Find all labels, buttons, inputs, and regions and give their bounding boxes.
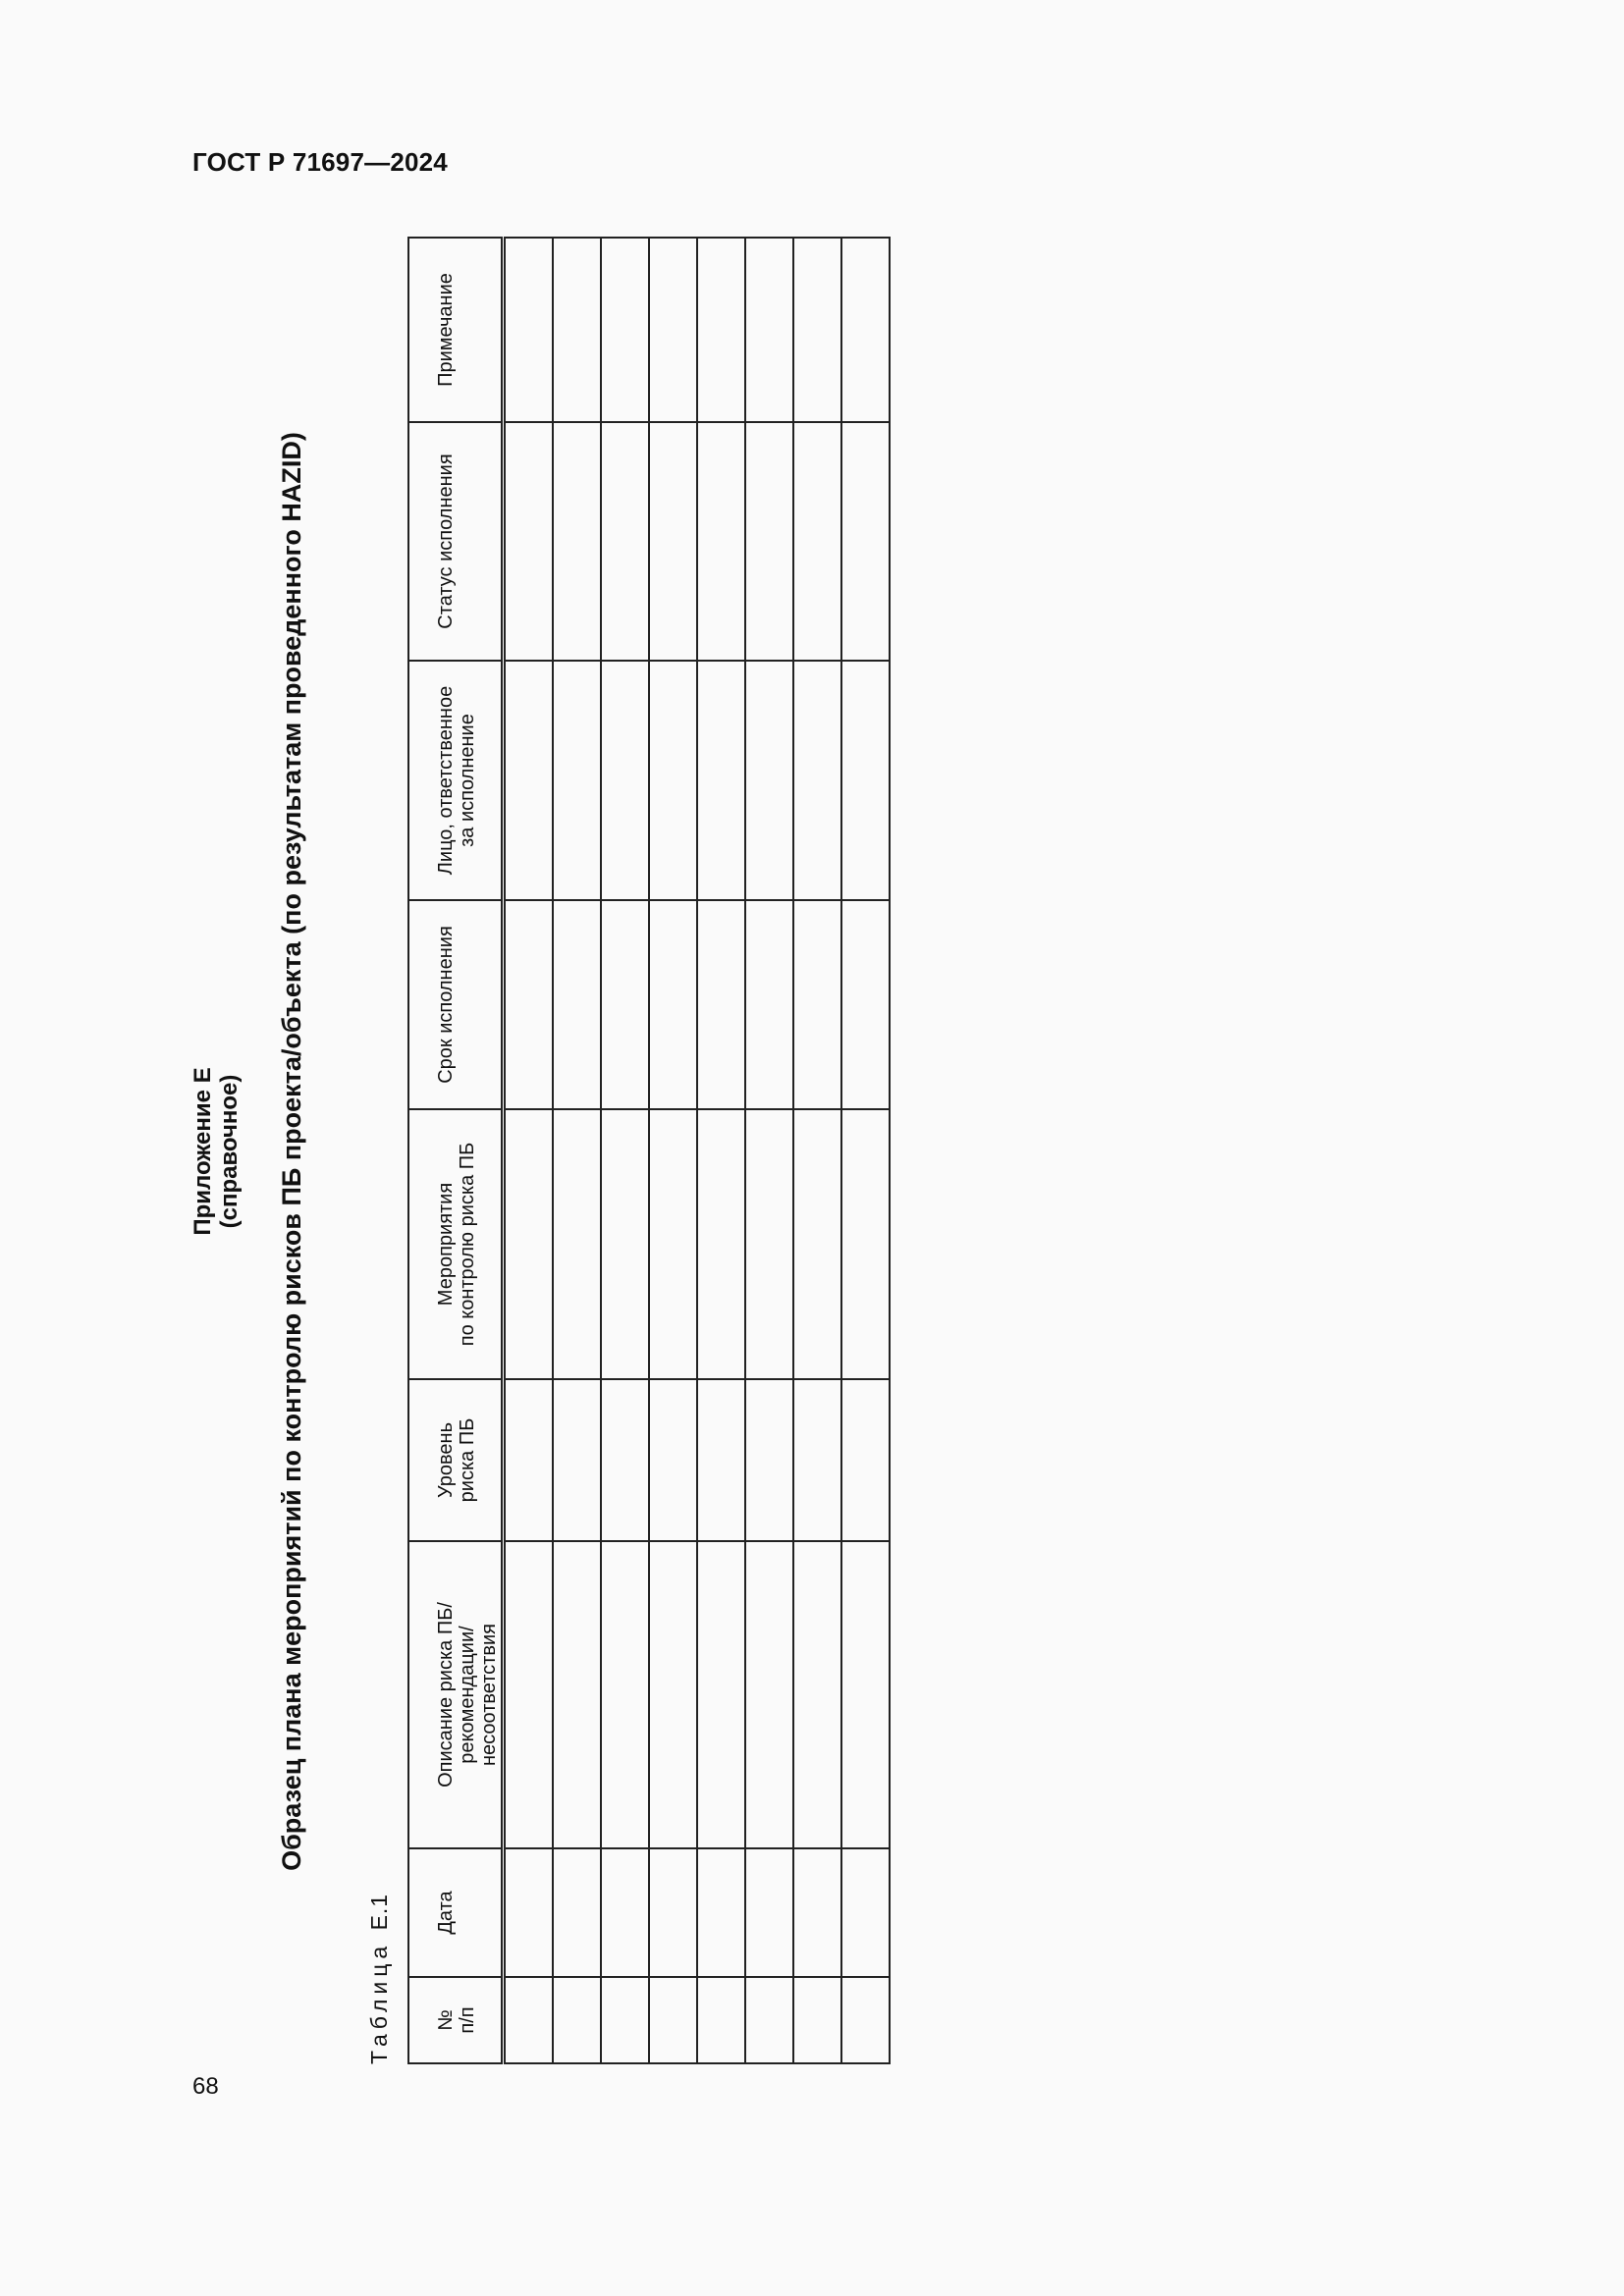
table-cell	[553, 1109, 601, 1379]
table-cell	[841, 1109, 890, 1379]
table-cell	[503, 1379, 553, 1541]
table-cell	[503, 238, 553, 422]
table-cell	[793, 661, 841, 900]
column-header: Дата	[408, 1848, 503, 1977]
risk-control-plan-table	[407, 237, 891, 2064]
table-cell	[649, 1109, 697, 1379]
table-caption-number: Е.1	[366, 1893, 392, 1931]
table-cell	[793, 1379, 841, 1541]
table-caption-label: Таблица	[366, 1941, 392, 2064]
table-cell	[601, 1977, 649, 2063]
table-cell	[793, 422, 841, 661]
table-cell	[841, 1541, 890, 1848]
table-cell	[553, 900, 601, 1109]
table-cell	[793, 900, 841, 1109]
table-cell	[601, 238, 649, 422]
table-cell	[697, 661, 745, 900]
table-row	[793, 238, 841, 2063]
column-header: Описание риска ПБ/ рекомендации/ несоответствия	[408, 1541, 503, 1848]
table-cell	[553, 1977, 601, 2063]
table-cell	[841, 1379, 890, 1541]
table-cell	[745, 900, 793, 1109]
appendix-status: (справочное)	[216, 1074, 243, 1229]
table-body	[503, 238, 890, 2063]
table-cell	[503, 1109, 553, 1379]
table-cell	[793, 238, 841, 422]
standard-header: ГОСТ Р 71697—2024	[192, 147, 448, 177]
table-row	[601, 238, 649, 2063]
table-cell	[649, 1848, 697, 1977]
table-cell	[745, 238, 793, 422]
table-row	[503, 238, 553, 2063]
table-cell	[697, 1379, 745, 1541]
page-number: 68	[192, 2073, 219, 2100]
table-cell	[697, 1109, 745, 1379]
table-row	[649, 238, 697, 2063]
table-cell	[503, 900, 553, 1109]
table-row	[697, 238, 745, 2063]
table-cell	[601, 900, 649, 1109]
table-cell	[503, 1541, 553, 1848]
column-header: Примечание	[408, 238, 503, 422]
column-header: Статус исполнения	[408, 422, 503, 661]
table-cell	[649, 661, 697, 900]
table-cell	[745, 1379, 793, 1541]
table-cell	[649, 1379, 697, 1541]
table-cell	[841, 1848, 890, 1977]
table-cell	[697, 1977, 745, 2063]
table-cell	[745, 1848, 793, 1977]
table-cell	[553, 1541, 601, 1848]
appendix-title: Приложение Е	[189, 1067, 216, 1236]
table-row	[841, 238, 890, 2063]
table-cell	[697, 1848, 745, 1977]
table-cell	[745, 1977, 793, 2063]
column-header: Срок исполнения	[408, 900, 503, 1109]
table-cell	[553, 1379, 601, 1541]
table-cell	[793, 1541, 841, 1848]
table-cell	[697, 1541, 745, 1848]
table-row	[745, 238, 793, 2063]
table-cell	[697, 422, 745, 661]
table-cell	[745, 1109, 793, 1379]
table-cell	[601, 1379, 649, 1541]
table-cell	[793, 1109, 841, 1379]
table-cell	[553, 422, 601, 661]
table-cell	[503, 1848, 553, 1977]
column-header: Уровень риска ПБ	[408, 1379, 503, 1541]
table-cell	[601, 1848, 649, 1977]
table-cell	[553, 238, 601, 422]
table-cell	[503, 422, 553, 661]
column-header: Мероприятия по контролю риска ПБ	[408, 1109, 503, 1379]
table-caption	[366, 1894, 393, 2064]
table-cell	[601, 422, 649, 661]
table-cell	[793, 1977, 841, 2063]
table-cell	[649, 1541, 697, 1848]
table-cell	[745, 661, 793, 900]
table-cell	[841, 900, 890, 1109]
table-cell	[649, 238, 697, 422]
table-cell	[503, 1977, 553, 2063]
table-cell	[745, 422, 793, 661]
table-cell	[745, 1541, 793, 1848]
plan-title: Образец плана мероприятий по контролю рисков ПБ проекта/объекта (по результатам проведенного HAZID)	[277, 432, 306, 1871]
table-cell	[601, 1109, 649, 1379]
table-cell	[503, 661, 553, 900]
table-cell	[649, 1977, 697, 2063]
table-cell	[649, 900, 697, 1109]
table-header-row	[408, 238, 503, 2063]
table-cell	[793, 1848, 841, 1977]
table-cell	[697, 238, 745, 422]
table-cell	[841, 238, 890, 422]
table-cell	[601, 1541, 649, 1848]
table-cell	[553, 661, 601, 900]
table-cell	[841, 661, 890, 900]
table-cell	[601, 661, 649, 900]
column-header: Лицо, ответственное за исполнение	[408, 661, 503, 900]
appendix-heading	[189, 239, 243, 2064]
table-cell	[841, 1977, 890, 2063]
table-cell	[649, 422, 697, 661]
table-row	[553, 238, 601, 2063]
table-cell	[841, 422, 890, 661]
column-header: № п/п	[408, 1977, 503, 2063]
table-cell	[697, 900, 745, 1109]
rotated-content	[167, 239, 795, 2064]
table-cell	[553, 1848, 601, 1977]
